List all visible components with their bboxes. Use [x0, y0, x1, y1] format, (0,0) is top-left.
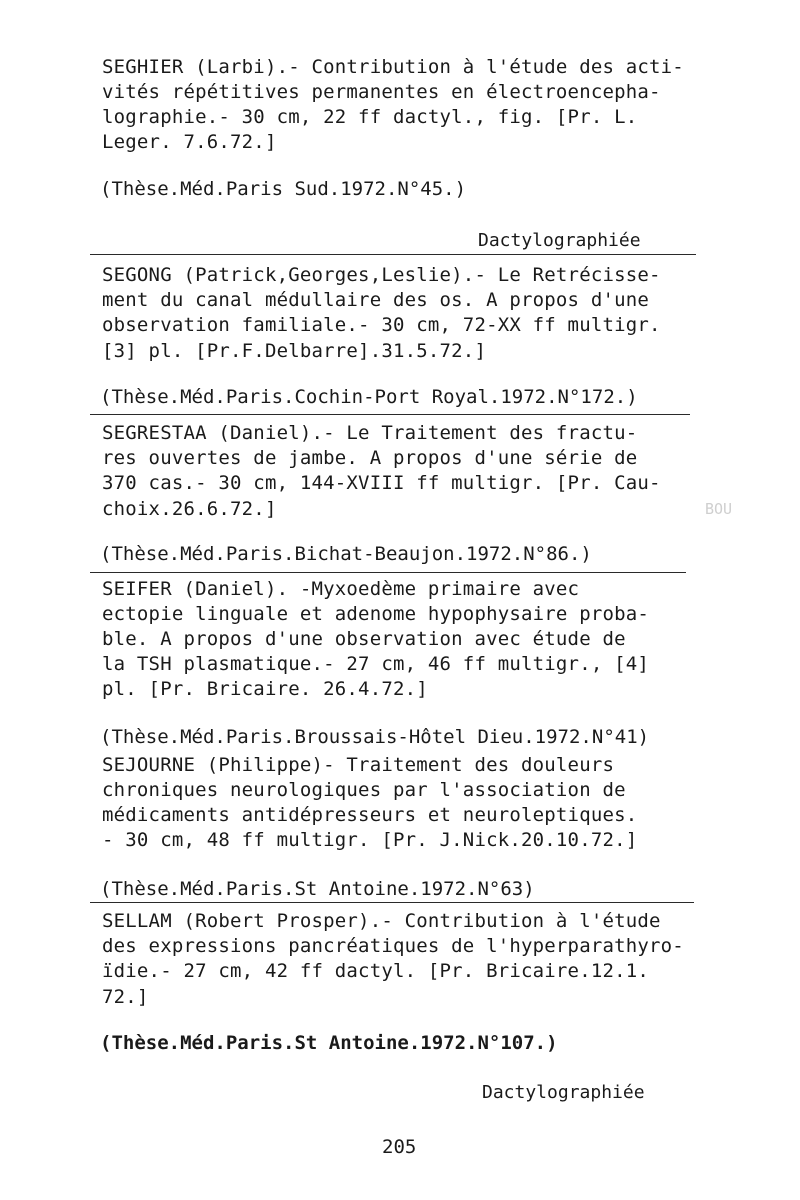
entry-text-line: ble. A propos d'une observation avec étude de — [102, 628, 626, 650]
entry-text-line: 72.] — [102, 986, 149, 1008]
page-number: 205 — [382, 1136, 417, 1158]
entry-text-line: [3] pl. [Pr.F.Delbarre].31.5.72.] — [102, 340, 487, 362]
entry-text-line: pl. [Pr. Bricaire. 26.4.72.] — [102, 678, 428, 700]
entry-text-line: Leger. 7.6.72.] — [102, 131, 277, 153]
entry-text-line: - 30 cm, 48 ff multigr. [Pr. J.Nick.20.10.72.] — [102, 829, 638, 851]
entry-text-line: SEGHIER (Larbi).- Contribution à l'étude des acti- — [102, 56, 684, 78]
thesis-reference: (Thèse.Méd.Paris.St Antoine.1972.N°63) — [100, 878, 535, 900]
entry-text-line: ectopie linguale et adenome hypophysaire proba- — [102, 603, 650, 625]
entry-text-line: 370 cas.- 30 cm, 144-XVIII ff multigr. [Pr. Cau- — [102, 472, 661, 494]
thesis-reference: (Thèse.Méd.Paris.Cochin-Port Royal.1972.N°172.) — [100, 386, 638, 408]
entry-text-line: SELLAM (Robert Prosper).- Contribution à l'étude — [102, 910, 661, 932]
bleed-through-text: BOU — [705, 500, 733, 518]
entry-text-line: res ouvertes de jambe. A propos d'une série de — [102, 447, 638, 469]
thesis-reference: (Thèse.Méd.Paris.St Antoine.1972.N°107.) — [100, 1032, 558, 1054]
entry-text-line: lographie.- 30 cm, 22 ff dactyl., fig. [Pr. L. — [102, 106, 638, 128]
entry-text-line: ment du canal médullaire des os. A propos d'une — [102, 289, 650, 311]
thesis-reference: (Thèse.Méd.Paris.Bichat-Beaujon.1972.N°86.) — [100, 543, 592, 565]
entry-text-line: SEJOURNE (Philippe)- Traitement des douleurs — [102, 754, 615, 776]
entry-text-line: des expressions pancréatiques de l'hyperparathyro- — [102, 935, 684, 957]
entry-text-line: médicaments antidépresseurs et neuroleptiques. — [102, 804, 638, 826]
entry-text-line: ïdie.- 27 cm, 42 ff dactyl. [Pr. Bricaire.12.1. — [102, 960, 650, 982]
separator-rule — [90, 414, 690, 415]
thesis-reference: (Thèse.Méd.Paris.Broussais-Hôtel Dieu.1972.N°41) — [100, 726, 650, 748]
entry-text-line: chroniques neurologiques par l'association de — [102, 779, 626, 801]
entry-text-line: vités répétitives permanentes en électroencepha- — [102, 81, 661, 103]
entry-text-line: SEGRESTAA (Daniel).- Le Traitement des fractu- — [102, 422, 638, 444]
entry-text-line: observation familiale.- 30 cm, 72-XX ff multigr. — [102, 314, 661, 336]
entry-text-line: SEGONG (Patrick,Georges,Leslie).- Le Retrécisse- — [102, 264, 661, 286]
typescript-note: Dactylographiée — [478, 230, 641, 251]
entry-text-line: la TSH plasmatique.- 27 cm, 46 ff multigr., [4] — [102, 653, 650, 675]
typescript-note: Dactylographiée — [482, 1082, 645, 1103]
separator-rule — [90, 902, 694, 903]
thesis-reference: (Thèse.Méd.Paris Sud.1972.N°45.) — [100, 178, 467, 200]
separator-rule — [90, 572, 686, 573]
entry-text-line: choix.26.6.72.] — [102, 498, 277, 520]
separator-rule — [90, 254, 696, 255]
entry-text-line: SEIFER (Daniel). -Myxoedème primaire avec — [102, 578, 580, 600]
